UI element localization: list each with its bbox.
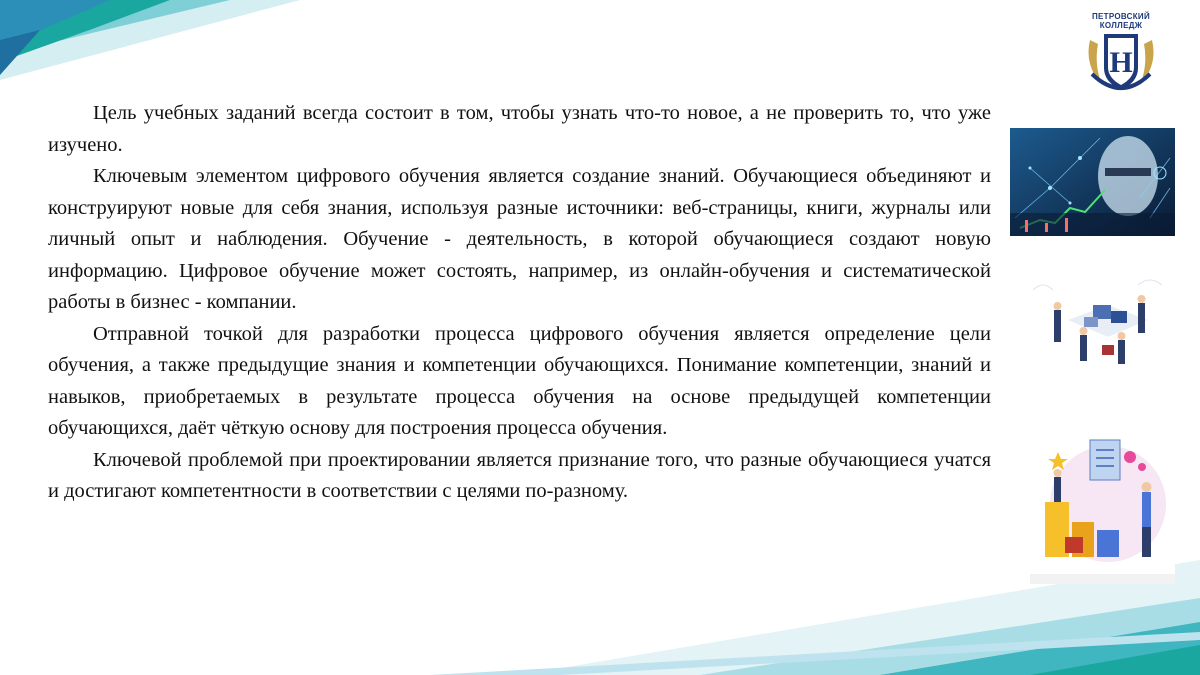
digital-network-illustration: [1010, 128, 1175, 236]
paragraph-1: Цель учебных заданий всегда состоит в том, чтобы узнать что-то новое, а не проверить то, что уже изучено.: [48, 102, 991, 156]
logo-line-2: КОЛЛЕДЖ: [1099, 21, 1143, 30]
teamwork-illustration: [1018, 265, 1178, 375]
paragraph-4: Ключевой проблемой при проектировании является признание того, что разные обучающиеся учатся и достигают компетентности в соответствии с целями по-разному.: [48, 448, 991, 502]
digital-learning-image: [1010, 128, 1175, 236]
image-caption-strip: [1030, 574, 1175, 584]
team-puzzle-illustration: [1018, 265, 1178, 375]
college-logo-emblem: [1082, 10, 1160, 100]
paragraph-3: Отправной точкой для разработки процесса цифрового обучения является определение цели обучения, а также предыдущие знания и компетенции обучающихся. Понимание компетенции, знаний и навыков, приобретаемых в результате процесса обучения на основе предыдущей компетенции обучающихся, даёт чёткую основу для построения процесса обучения.: [48, 322, 991, 439]
svg-text:Н: Н: [1109, 46, 1133, 79]
growth-steps-illustration: [1030, 432, 1175, 574]
paragraph-2: Ключевым элементом цифрового обучения является создание знаний. Обучающиеся объединяют и конструируют новые для себя знания, используя разные источники: веб-страницы, книги, журналы или личный опыт и наблюдения. Обучение - деятельность, в которой обучающиеся создают новую информацию. Цифровое обучение может состоять, например, из онлайн-обучения и систематической работы в бизнес - компании.: [48, 165, 991, 313]
logo-line-1: ПЕТРОВСКИЙ: [1091, 12, 1151, 21]
achievement-illustration: [1030, 432, 1175, 584]
main-text-block: [48, 98, 991, 508]
